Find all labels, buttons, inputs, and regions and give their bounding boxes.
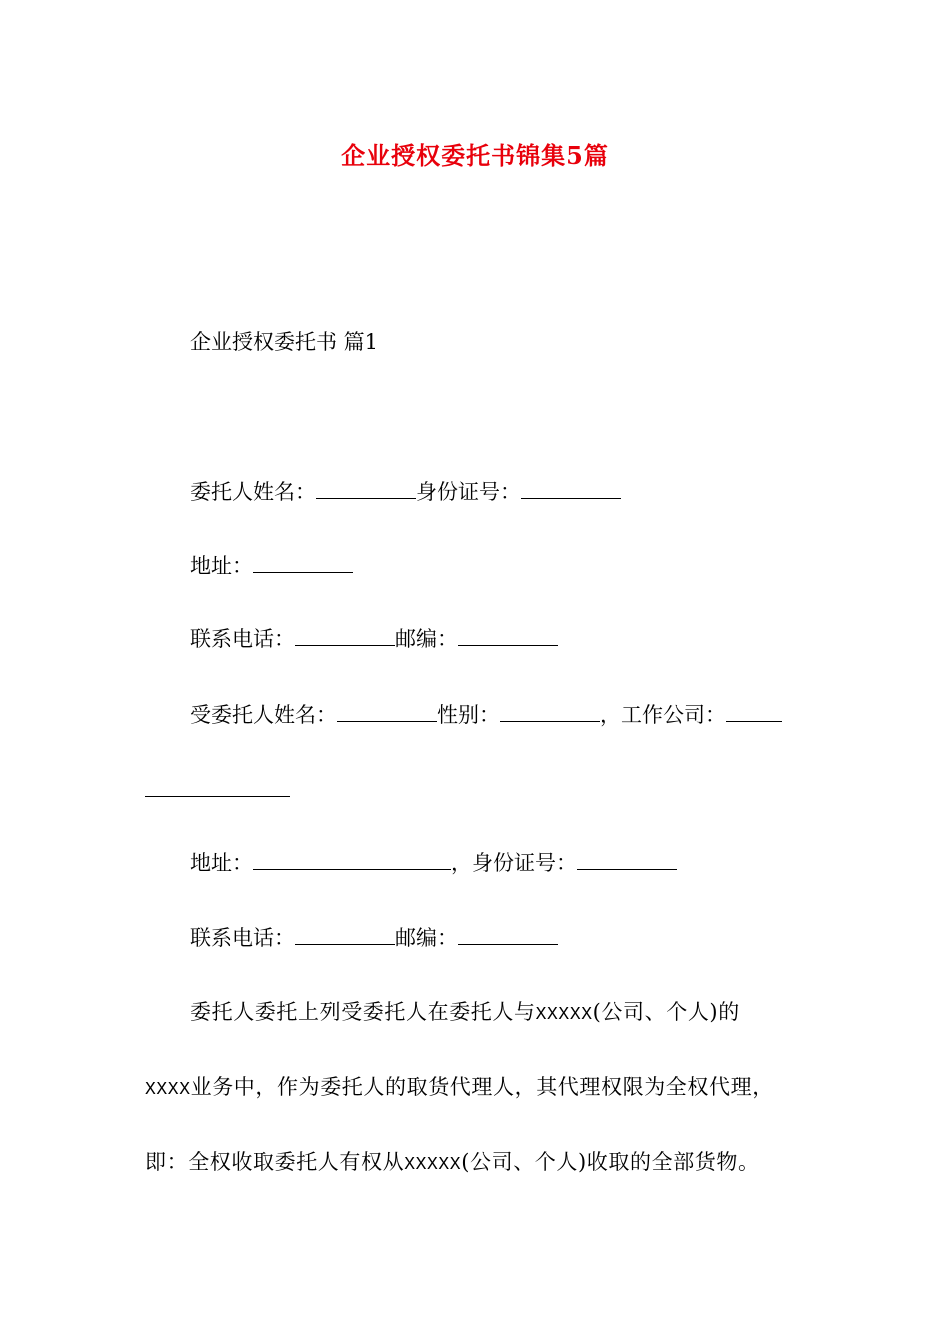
agent-phone-label: 联系电话： (190, 926, 295, 950)
agent-company-blank[interactable] (726, 700, 782, 722)
principal-postcode-blank[interactable] (458, 624, 558, 646)
agent-company-blank-continued[interactable] (145, 775, 290, 797)
principal-address-label: 地址： (190, 554, 253, 578)
agent-name-label: 受委托人姓名： (190, 703, 337, 727)
body-line-2 (145, 1072, 774, 1105)
body-placeholder: XXXXX (535, 1005, 593, 1025)
agent-address-line (190, 848, 677, 878)
principal-id-label: 身份证号： (416, 480, 521, 504)
agent-postcode-blank[interactable] (458, 923, 558, 945)
principal-phone-blank[interactable] (295, 624, 395, 646)
body-text: (公司、个人)收取的全部货物。 (461, 1150, 760, 1174)
principal-phone-label: 联系电话： (190, 627, 295, 651)
body-line-1 (190, 997, 740, 1030)
agent-gender-blank[interactable] (500, 700, 600, 722)
principal-address-blank[interactable] (253, 551, 353, 573)
agent-company-label: ，工作公司： (600, 703, 726, 727)
body-line-3 (145, 1147, 760, 1180)
agent-company-continuation (145, 775, 290, 805)
agent-address-label: 地址： (190, 851, 253, 875)
agent-gender-label: 性别： (437, 703, 500, 727)
body-placeholder: XXXXX (404, 1155, 462, 1175)
body-text: 委托人委托上列受委托人在委托人与 (190, 1000, 536, 1024)
principal-postcode-label: 邮编： (395, 627, 458, 651)
principal-line (190, 477, 621, 507)
principal-id-blank[interactable] (521, 477, 621, 499)
document-title: 企业授权委托书锦集5篇 (341, 141, 609, 170)
agent-phone-blank[interactable] (295, 923, 395, 945)
agent-id-label: ，身份证号： (451, 851, 577, 875)
principal-address-line (190, 551, 353, 581)
body-placeholder: XXXX (145, 1080, 191, 1100)
section-heading: 企业授权委托书 篇1 (190, 330, 379, 354)
principal-name-blank[interactable] (316, 477, 416, 499)
agent-address-blank[interactable] (253, 848, 451, 870)
principal-contact-line (190, 624, 558, 654)
agent-contact-line (190, 923, 558, 953)
body-text: (公司、个人)的 (592, 1000, 740, 1024)
agent-postcode-label: 邮编： (395, 926, 458, 950)
agent-name-blank[interactable] (337, 700, 437, 722)
agent-line (190, 700, 782, 730)
body-text: 即：全权收取委托人有权从 (145, 1150, 405, 1174)
body-text: 业务中，作为委托人的取货代理人，其代理权限为全权代理， (190, 1075, 774, 1099)
agent-id-blank[interactable] (577, 848, 677, 870)
principal-name-label: 委托人姓名： (190, 480, 316, 504)
